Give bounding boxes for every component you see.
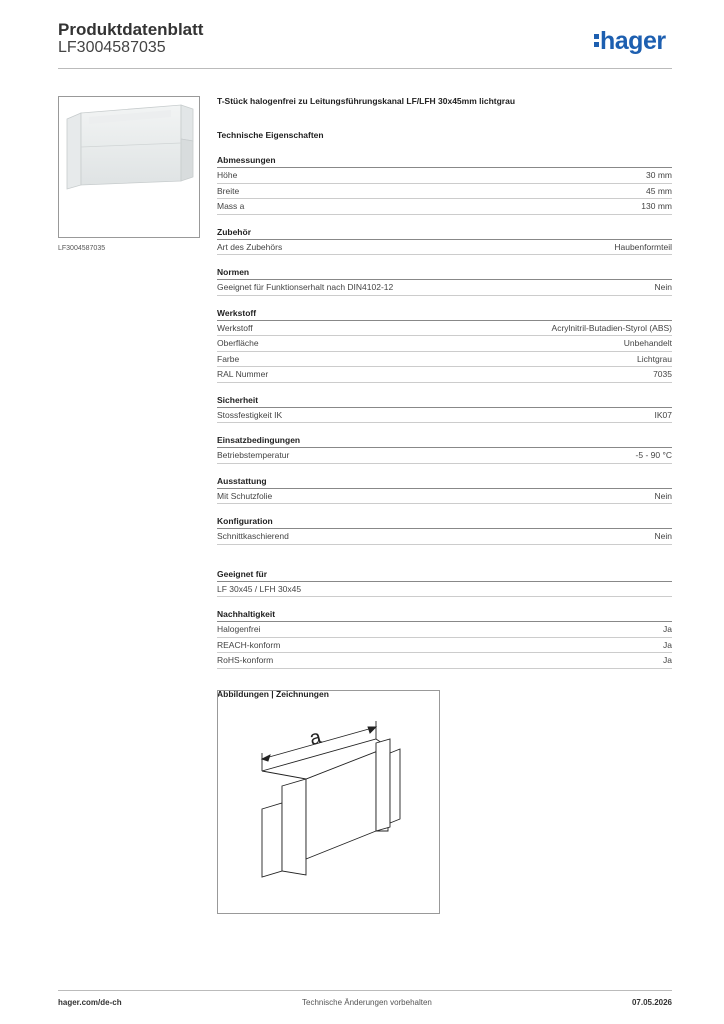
spec-row [217, 336, 672, 352]
t-piece-drawing-icon [218, 691, 439, 913]
spec-row [217, 622, 672, 638]
spec-row [217, 582, 672, 598]
spec-value: 45 mm [646, 185, 672, 196]
spec-label: Oberfläche [217, 338, 259, 348]
spec-value: Nein [654, 490, 672, 501]
section-abmessungen [217, 155, 672, 215]
spec-row [217, 653, 672, 669]
section-zubehoer [217, 227, 672, 256]
spec-row [217, 489, 672, 505]
footer-website-link[interactable]: hager.com/de-ch [58, 998, 122, 1007]
spec-row [217, 367, 672, 383]
spec-value: Nein [654, 282, 672, 292]
section-sicherheit [217, 395, 672, 424]
spec-row [217, 240, 672, 256]
spec-label: RAL Nummer [217, 369, 269, 379]
product-thumbnail [58, 96, 200, 238]
tech-properties-title: Technische Eigenschaften [217, 130, 324, 140]
specifications [217, 96, 672, 699]
footer-date: 07.05.2026 [631, 998, 672, 1007]
spec-value: Ja [663, 655, 672, 665]
spec-value: Ja [663, 639, 672, 650]
section-title: Sicherheit [217, 395, 672, 408]
thumbnail-caption: LF3004587035 [58, 245, 106, 252]
technical-drawing [217, 690, 440, 914]
spec-label: Schnittkaschierend [217, 531, 289, 541]
spec-value: Unbehandelt [623, 338, 672, 348]
spec-label: Höhe [217, 170, 238, 180]
section-title: Abmessungen [217, 155, 672, 168]
spec-row [217, 168, 672, 184]
spec-label: RoHS-konform [217, 655, 274, 665]
section-title: Konfiguration [217, 516, 672, 529]
spec-value: Haubenformteil [614, 241, 672, 252]
section-title: Werkstoff [217, 308, 672, 321]
spec-value: 7035 [653, 369, 672, 379]
spec-row [217, 529, 672, 545]
spec-value: Lichtgrau [637, 353, 672, 364]
section-werkstoff [217, 308, 672, 383]
spec-label: Geeignet für Funktionserhalt nach DIN4102-12 [217, 282, 394, 292]
dimension-label: a [307, 725, 324, 751]
footer-divider [58, 990, 672, 991]
header-divider [58, 68, 672, 69]
section-title: Nachhaltigkeit [217, 609, 672, 622]
spec-label: Farbe [217, 353, 240, 364]
spec-row [217, 638, 672, 654]
spec-row [217, 184, 672, 200]
spec-value: -5 - 90 °C [635, 450, 672, 460]
footer-note: Technische Änderungen vorbehalten [302, 998, 432, 1007]
section-ausstattung [217, 476, 672, 505]
spec-label: Halogenfrei [217, 624, 261, 634]
section-title: Geeignet für [217, 569, 672, 582]
spec-value: Acrylnitril-Butadien-Styrol (ABS) [551, 322, 672, 333]
spec-label: Mass a [217, 201, 245, 211]
hager-logo[interactable] [594, 27, 666, 56]
spec-label: LF 30x45 / LFH 30x45 [217, 583, 302, 594]
spec-value: IK07 [654, 409, 672, 420]
spec-label: Art des Zubehörs [217, 241, 283, 252]
spec-row [217, 408, 672, 424]
t-piece-photo-icon [59, 97, 199, 237]
spec-row [217, 448, 672, 464]
product-description: T-Stück halogenfrei zu Leitungsführungskanal LF/LFH 30x45mm lichtgrau [217, 96, 516, 106]
section-normen [217, 267, 672, 296]
page-title: Produktdatenblatt [58, 20, 204, 39]
spec-row [217, 199, 672, 215]
section-konfiguration [217, 516, 672, 545]
spec-row [217, 352, 672, 368]
spec-value: Nein [654, 531, 672, 541]
article-number: LF3004587035 [58, 39, 166, 56]
spec-row [217, 321, 672, 337]
spec-label: Werkstoff [217, 322, 253, 333]
spec-value: 130 mm [641, 201, 672, 211]
spec-row [217, 280, 672, 296]
spec-label: Stossfestigkeit IK [217, 409, 283, 420]
logo-text: hager [600, 27, 666, 55]
spec-label: Breite [217, 185, 240, 196]
images-title: Abbildungen | Zeichnungen [217, 688, 329, 699]
section-geeignet-fuer [217, 569, 672, 598]
section-title: Einsatzbedingungen [217, 435, 672, 448]
spec-label: Betriebstemperatur [217, 450, 290, 460]
logo-dots-icon [594, 34, 599, 50]
spec-value: Ja [663, 624, 672, 634]
section-nachhaltigkeit [217, 609, 672, 669]
spec-label: Mit Schutzfolie [217, 490, 273, 501]
spec-label: REACH-konform [217, 639, 281, 650]
section-title: Ausstattung [217, 476, 672, 489]
section-title: Zubehör [217, 227, 672, 240]
section-einsatzbedingungen [217, 435, 672, 464]
section-title: Normen [217, 267, 672, 280]
spec-value: 30 mm [646, 170, 672, 180]
